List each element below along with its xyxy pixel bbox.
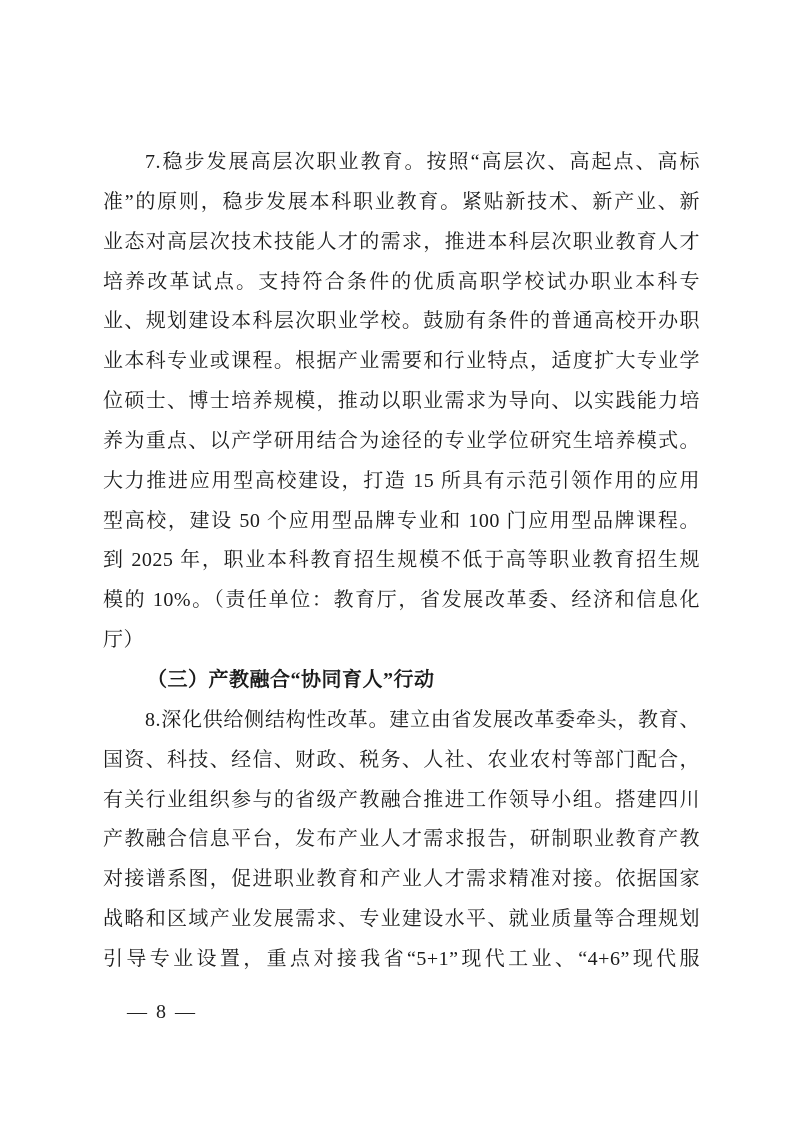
paragraph-line: 产教融合信息平台，发布产业人才需求报告，研制职业教育产教 bbox=[103, 828, 700, 851]
paragraph-line: 准”的原则，稳步发展本科职业教育。紧贴新技术、新产业、新 bbox=[103, 190, 700, 213]
document-body bbox=[103, 143, 700, 980]
page-number: — 8 — bbox=[127, 1001, 197, 1023]
paragraph-line: 模的 10%。（责任单位：教育厅，省发展改革委、经济和信息化 bbox=[103, 589, 700, 612]
paragraph-7 bbox=[103, 143, 700, 661]
paragraph-8 bbox=[103, 701, 700, 980]
paragraph-line: 有关行业组织参与的省级产教融合推进工作领导小组。搭建四川 bbox=[103, 788, 700, 811]
paragraph-line: 战略和区域产业发展需求、专业建设水平、就业质量等合理规划 bbox=[103, 908, 700, 931]
paragraph-line: 7.稳步发展高层次职业教育。按照“高层次、高起点、高标 bbox=[145, 151, 700, 173]
paragraph-line: 到 2025 年，职业本科教育招生规模不低于高等职业教育招生规 bbox=[103, 549, 700, 572]
paragraph-line: 培养改革试点。支持符合条件的优质高职学校试办职业本科专 bbox=[103, 270, 700, 293]
paragraph-line: 业、规划建设本科层次职业学校。鼓励有条件的普通高校开办职 bbox=[103, 310, 700, 333]
paragraph-line: 型高校，建设 50 个应用型品牌专业和 100 门应用型品牌课程。 bbox=[103, 509, 700, 532]
paragraph-line: 大力推进应用型高校建设，打造 15 所具有示范引领作用的应用 bbox=[103, 469, 700, 492]
paragraph-line: 位硕士、博士培养规模，推动以职业需求为导向、以实践能力培 bbox=[103, 390, 700, 413]
section-heading: （三）产教融合“协同育人”行动 bbox=[147, 668, 435, 691]
paragraph-line: 厅） bbox=[103, 629, 144, 652]
paragraph-line: 8.深化供给侧结构性改革。建立由省发展改革委牵头，教育、 bbox=[145, 708, 700, 731]
paragraph-line: 业本科专业或课程。根据产业需要和行业特点，适度扩大专业学 bbox=[103, 350, 700, 373]
paragraph-line: 国资、科技、经信、财政、税务、人社、农业农村等部门配合， bbox=[103, 748, 700, 771]
paragraph-line: 引导专业设置，重点对接我省“5+1”现代工业、“4+6”现代服 bbox=[103, 947, 700, 970]
paragraph-line: 业态对高层次技术技能人才的需求，推进本科层次职业教育人才 bbox=[103, 230, 700, 253]
paragraph-line: 养为重点、以产学研用结合为途径的专业学位研究生培养模式。 bbox=[103, 429, 700, 452]
paragraph-line: 对接谱系图，促进职业教育和产业人才需求精准对接。依据国家 bbox=[103, 868, 700, 891]
